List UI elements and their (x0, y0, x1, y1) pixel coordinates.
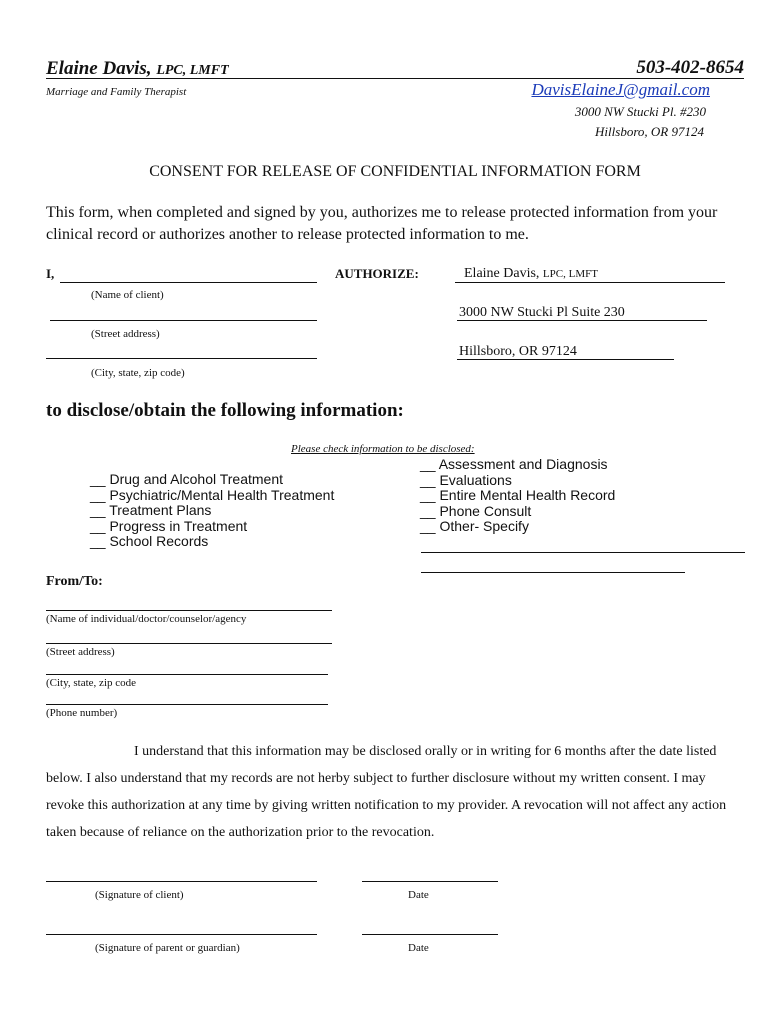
recipient-phone-caption: (Phone number) (46, 707, 118, 719)
provider-title: Marriage and Family Therapist (46, 86, 187, 98)
client-city-caption: (City, state, zip code) (91, 367, 185, 379)
recipient-phone-line[interactable] (46, 704, 328, 705)
guardian-signature-line[interactable] (46, 934, 317, 935)
recipient-city-caption: (City, state, zip code (46, 677, 137, 689)
from-to-label: From/To: (46, 574, 103, 589)
checkbox-phone-consult[interactable]: __ Phone Consult (420, 502, 532, 519)
client-street-line[interactable] (50, 320, 317, 321)
provider-name (46, 58, 229, 80)
checkbox-progress[interactable]: __ Progress in Treatment (90, 517, 248, 534)
checkbox-psychiatric[interactable]: __ Psychiatric/Mental Health Treatment (90, 486, 335, 503)
intro-text: This form, when completed and signed by you, authorizes me to release protected information from your clinical record or authorizes another to release protected information to me. (46, 204, 718, 243)
client-street-caption: (Street address) (91, 328, 160, 340)
authorize-provider-name: Elaine Davis, (464, 266, 540, 281)
checklist-right (420, 457, 615, 535)
consent-paragraph: I understand that this information may be disclosed orally or in writing for 6 months after the date listed below. I also understand that my records are not herby subject to further disclosure without my written consent. I may revoke this authorization at any time by giving written notification to my provider. A revocation will not affect any action taken because of reliance on the authorization prior to the revocation. (46, 744, 727, 840)
client-name-line[interactable] (60, 282, 317, 283)
authorize-name-line (455, 282, 725, 283)
authorize-city: Hillsboro, OR 97124 (459, 344, 577, 359)
guardian-date-line[interactable] (362, 934, 498, 935)
other-specify-line-2[interactable] (421, 572, 685, 573)
checkbox-school-records[interactable]: __ School Records (90, 533, 209, 549)
checkbox-evaluations[interactable]: __ Evaluations (420, 471, 512, 488)
client-date-line[interactable] (362, 881, 498, 882)
provider-name-text: Elaine Davis, (46, 58, 152, 79)
checkbox-drug-alcohol[interactable]: __ Drug and Alcohol Treatment (90, 471, 284, 487)
check-instruction: Please check information to be disclosed: (291, 443, 475, 455)
client-signature-caption: (Signature of client) (95, 889, 184, 901)
recipient-name-line[interactable] (46, 610, 332, 611)
recipient-street-caption: (Street address) (46, 646, 115, 658)
recipient-street-line[interactable] (46, 643, 332, 644)
checkbox-other[interactable]: __ Other- Specify (420, 518, 529, 534)
guardian-signature-caption: (Signature of parent or guardian) (95, 942, 240, 954)
checklist-left (90, 472, 334, 550)
client-signature-line[interactable] (46, 881, 317, 882)
authorize-city-line (457, 359, 674, 360)
client-city-line[interactable] (46, 358, 317, 359)
recipient-city-line[interactable] (46, 674, 328, 675)
provider-credentials: LPC, LMFT (156, 63, 229, 78)
disclose-heading: to disclose/obtain the following information: (46, 400, 404, 421)
checkbox-entire-record[interactable]: __ Entire Mental Health Record (420, 487, 616, 503)
client-i-label: I, (46, 266, 55, 281)
authorize-label: AUTHORIZE: (335, 266, 419, 281)
authorize-street-line (457, 320, 707, 321)
provider-phone: 503-402-8654 (636, 57, 744, 78)
provider-email-link[interactable]: DavisElaineJ@gmail.com (531, 80, 710, 99)
recipient-name-caption: (Name of individual/doctor/counselor/agency (46, 613, 247, 625)
client-date-caption: Date (408, 889, 429, 901)
checkbox-treatment-plans[interactable]: __ Treatment Plans (90, 502, 212, 518)
authorize-provider (464, 266, 598, 282)
other-specify-line-1[interactable] (421, 552, 745, 553)
form-title: CONSENT FOR RELEASE OF CONFIDENTIAL INFORMATION FORM (149, 163, 641, 180)
authorize-street: 3000 NW Stucki Pl Suite 230 (459, 305, 625, 320)
provider-address-line1: 3000 NW Stucki Pl. #230 (574, 104, 706, 119)
guardian-date-caption: Date (408, 942, 429, 954)
authorize-provider-credentials: LPC, LMFT (542, 268, 598, 280)
provider-address-line2: Hillsboro, OR 97124 (595, 124, 704, 139)
header-rule (46, 78, 744, 79)
checkbox-assessment[interactable]: __ Assessment and Diagnosis (420, 456, 608, 472)
client-name-caption: (Name of client) (91, 289, 164, 301)
